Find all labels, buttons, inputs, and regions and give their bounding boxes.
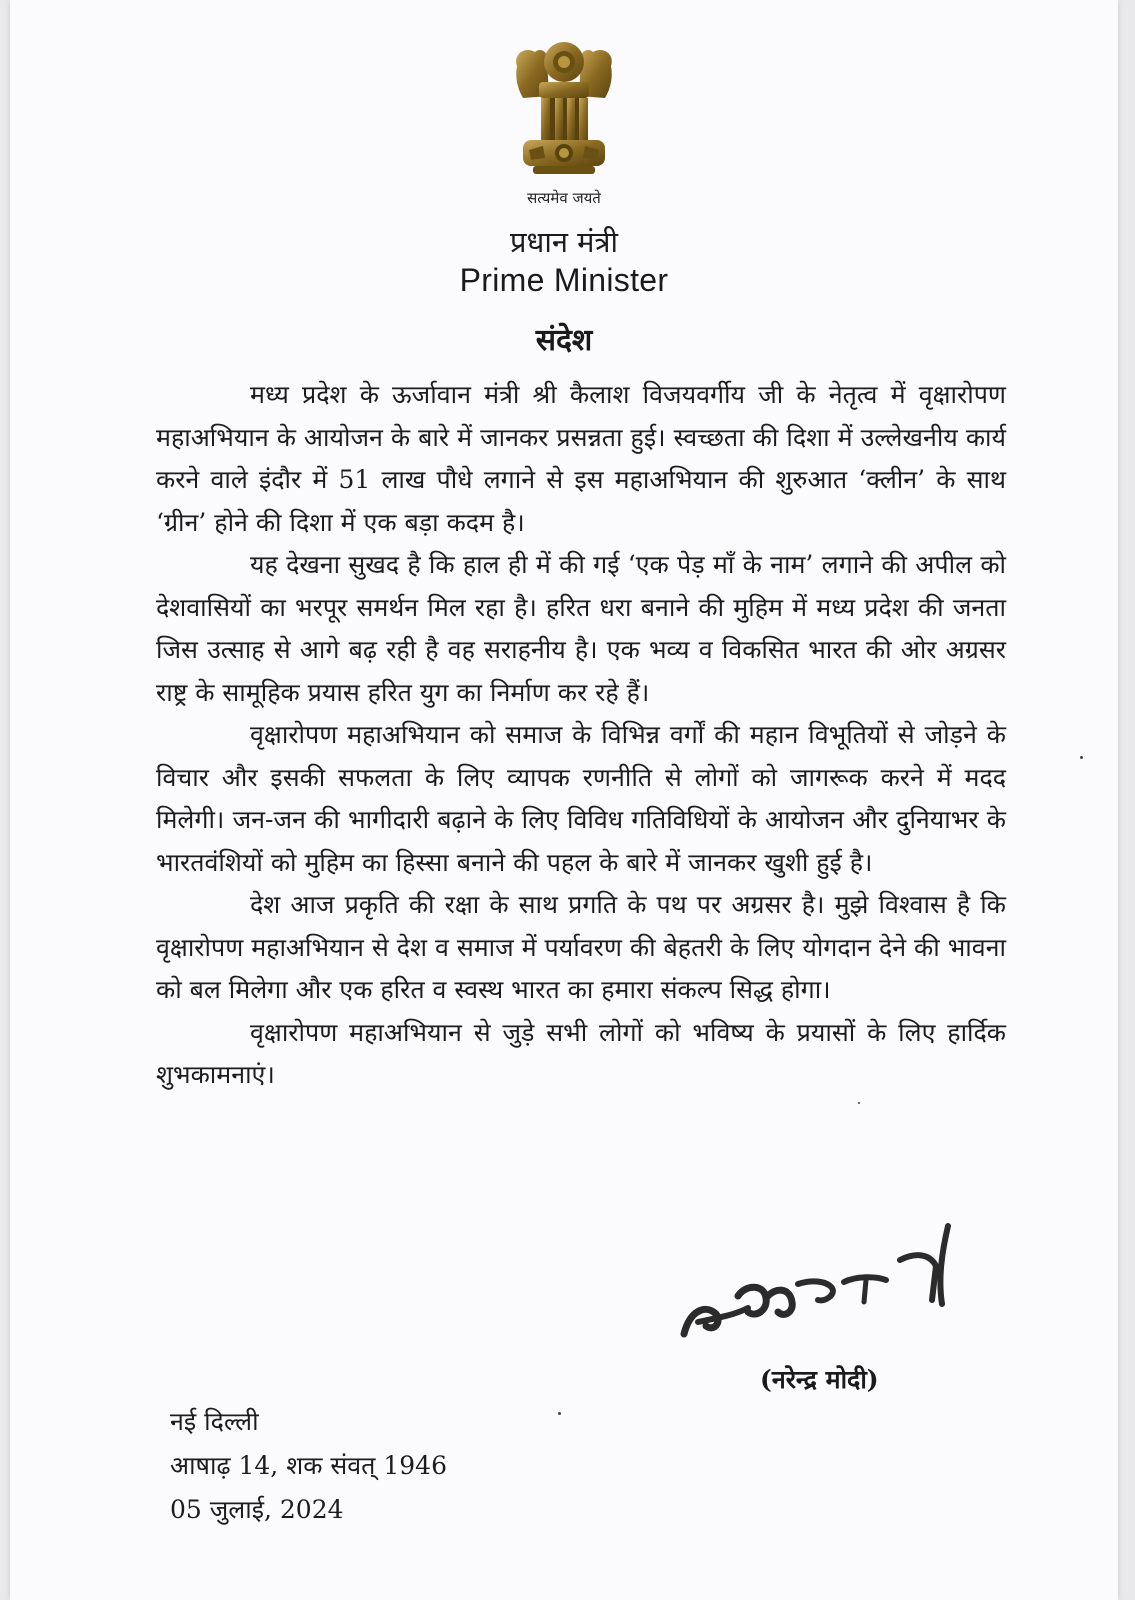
message-paragraph: वृक्षारोपण महाअभियान को समाज के विभिन्न वर्गों की महान विभूतियों से जोड़ने के विचार और इसकी सफलता के लिए व्यापक रणनीति से लोगों को जागरूक करने में मदद मिलेगी। जन-जन की भागीदारी बढ़ाने के लिए विविध गतिविधियों के आयोजन और दुनियाभर के भारतवंशियों को मुहिम का हिस्सा बनाने की पहल के बारे में जानकर खुशी हुई है।	[156, 720, 1006, 877]
handwritten-signature	[680, 1222, 965, 1342]
office-title-hindi: प्रधान मंत्री	[509, 225, 619, 259]
message-paragraph: मध्य प्रदेश के ऊर्जावान मंत्री श्री कैलाश विजयवर्गीय जी के नेतृत्व में वृक्षारोपण महाअभियान के आयोजन के बारे में जानकर प्रसन्नता हुई। स्वच्छता की दिशा में उल्लेखनीय कार्य करने वाले इंदौर में 51 लाख पौधे लगाने से इस महाअभियान की शुरुआत ‘क्लीन’ के साथ ‘ग्रीन’ होने की दिशा में एक बड़ा कदम है।	[156, 380, 1006, 537]
saka-date: आषाढ़ 14, शक संवत् 1946	[170, 1451, 447, 1480]
letter-sheet	[10, 0, 1118, 1600]
message-paragraph: वृक्षारोपण महाअभियान से जुड़े सभी लोगों को भविष्य के प्रयासों के लिए हार्दिक शुभकामनाएं।	[156, 1017, 1006, 1089]
paper-speck	[858, 1102, 860, 1104]
place-and-date	[170, 1400, 447, 1532]
office-title-english: Prime Minister	[459, 262, 669, 298]
message-paragraph: देश आज प्रकृति की रक्षा के साथ प्रगति के पथ पर अग्रसर है। मुझे विश्वास है कि वृक्षारोपण महाअभियान से देश व समाज में पर्यावरण की बेहतरी के लिए योगदान देने की भावना को बल मिलेगा और एक हरित व स्वस्थ भारत का हमारा संकल्प सिद्ध होगा।	[156, 890, 1006, 1004]
gregorian-date: 05 जुलाई, 2024	[170, 1495, 344, 1524]
message-body	[156, 374, 1006, 1097]
message-heading: संदेश	[535, 323, 593, 358]
place: नई दिल्ली	[170, 1407, 259, 1436]
emblem-motto: सत्यमेव जयते	[527, 189, 601, 207]
message-paragraph: यह देखना सुखद है कि हाल ही में की गई ‘एक पेड़ माँ के नाम’ लगाने की अपील को देशवासियों का भरपूर समर्थन मिल रहा है। हरित धरा बनाने की मुहिम में मध्य प्रदेश की जनता जिस उत्साह से आगे बढ़ रही है वह सराहनीय है। एक भव्य व विकसित भारत की ओर अग्रसर राष्ट्र के सामूहिक प्रयास हरित युग का निर्माण कर रहे हैं।	[156, 550, 1006, 707]
paper-speck	[558, 1412, 561, 1415]
paper-speck	[1080, 756, 1083, 759]
signatory-name: (नरेन्द्र मोदी)	[760, 1365, 879, 1394]
national-emblem-icon	[509, 36, 619, 186]
